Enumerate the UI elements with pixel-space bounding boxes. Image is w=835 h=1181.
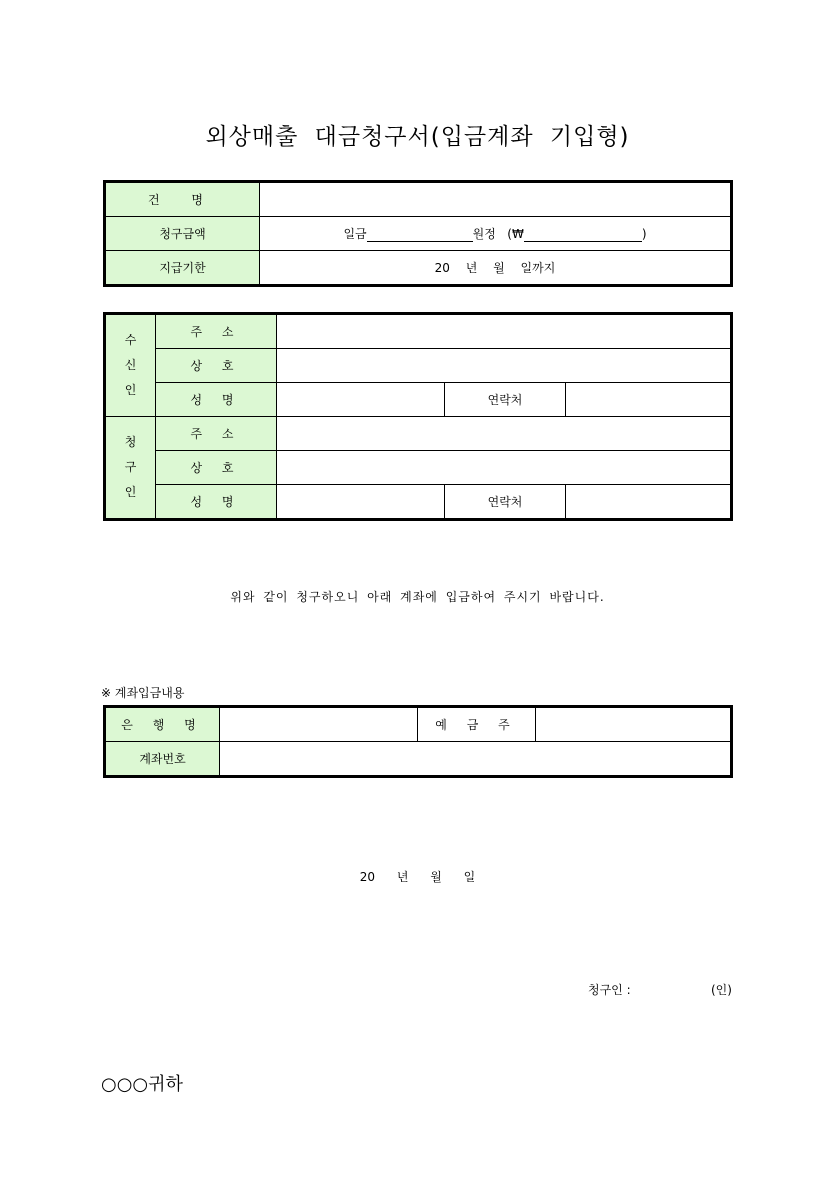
recipient-address-field[interactable] [277,314,732,349]
claimant-signature-line [588,981,732,998]
account-note: ※ 계좌입금내용 [101,686,185,700]
bank-label: 은 행 명 [105,707,220,742]
bank-field[interactable] [220,707,418,742]
claimant-label-char: 구 [124,460,137,474]
request-sentence: 위와 같이 청구하오니 아래 계좌에 입금하여 주시기 바랍니다. [230,590,605,604]
recipient-name-field[interactable] [277,383,445,417]
claimant-contact-field[interactable] [566,485,732,520]
recipient-address-row [105,314,732,349]
account-number-row [105,742,732,777]
amount-number-blank[interactable] [524,227,642,242]
account-number-field[interactable] [220,742,732,777]
amount-field[interactable] [260,217,732,251]
deadline-value[interactable]: 20 년 월 일까지 [260,251,732,286]
amount-row [105,217,732,251]
document-title: 외상매출 대금청구서(입금계좌 기입형) [205,124,630,150]
amount-prefix: 일금 [343,227,367,241]
claimant-contact-label: 연락처 [445,485,566,520]
claimant-name-field[interactable] [277,485,445,520]
claimant-name-row [105,485,732,520]
amount-paren-open: (₩ [507,227,524,241]
deadline-row [105,251,732,286]
recipient-contact-field[interactable] [566,383,732,417]
account-number-label: 계좌번호 [105,742,220,777]
recipient-contact-label: 연락처 [445,383,566,417]
recipient-address-label: 주 소 [156,314,277,349]
amount-korean-blank[interactable] [367,227,473,242]
seal-mark: (인) [711,983,732,997]
bank-row [105,707,732,742]
claimant-address-field[interactable] [277,417,732,451]
amount-won-suffix: 원정 [472,227,496,241]
holder-label: 예 금 주 [418,707,536,742]
claimant-label [105,417,156,520]
claimant-company-field[interactable] [277,451,732,485]
claimant-address-label: 주 소 [156,417,277,451]
recipient-label-char: 인 [124,383,137,397]
party-table [103,312,733,521]
subject-label: 건 명 [105,182,260,217]
recipient-company-label: 상 호 [156,349,277,383]
claimant-address-row [105,417,732,451]
subject-field[interactable] [260,182,732,217]
account-table [103,705,733,778]
claimant-label-char: 청 [124,435,137,449]
recipient-company-field[interactable] [277,349,732,383]
recipient-name-label: 성 명 [156,383,277,417]
recipient-name-row [105,383,732,417]
recipient-label-char: 신 [124,358,137,372]
claimant-name-label: 성 명 [156,485,277,520]
claimant-label-char: 인 [124,485,137,499]
amount-label: 청구금액 [105,217,260,251]
summary-table [103,180,733,287]
holder-field[interactable] [536,707,732,742]
recipient-company-row [105,349,732,383]
deadline-label: 지급기한 [105,251,260,286]
claimant-company-label: 상 호 [156,451,277,485]
claimant-company-row [105,451,732,485]
addressee-honorific: ○○○귀하 [101,1074,183,1095]
claimant-signature-label: 청구인 : [588,983,631,997]
recipient-label [105,314,156,417]
amount-paren-close: ) [641,227,647,241]
recipient-label-char: 수 [124,333,137,347]
date-line[interactable]: 20 년 월 일 [359,870,476,884]
subject-row [105,182,732,217]
